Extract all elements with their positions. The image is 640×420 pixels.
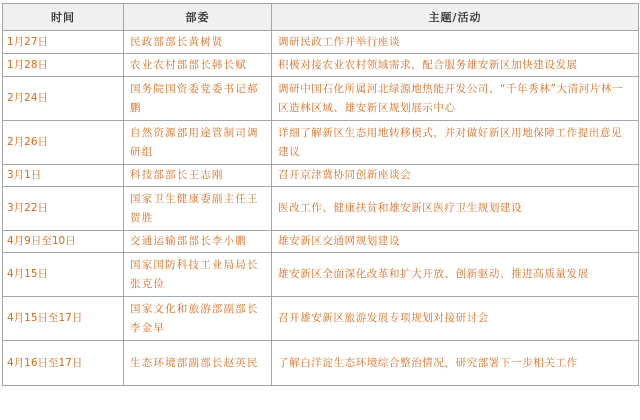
cell-department: 自然资源部用途管制司调研组 [124, 121, 272, 165]
cell-department: 民政部部长黄树贤 [124, 31, 272, 54]
cell-topic: 调研民政工作并举行座谈 [272, 31, 639, 54]
cell-topic: 雄安新区交通网规划建设 [272, 231, 639, 253]
cell-date: 3月22日 [3, 187, 124, 231]
table-row [3, 253, 639, 297]
cell-department: 国家卫生健康委副主任王贺胜 [124, 187, 272, 231]
table-row [3, 165, 639, 187]
cell-department: 国务院国资委党委书记郝鹏 [124, 77, 272, 121]
table-row [3, 341, 639, 386]
table-row [3, 121, 639, 165]
cell-department: 国家国防科技工业局局长张克俭 [124, 253, 272, 297]
table-row [3, 77, 639, 121]
cell-department: 交通运输部部长李小鹏 [124, 231, 272, 253]
cell-date: 4月16日至17日 [3, 341, 124, 386]
table-row [3, 187, 639, 231]
cell-topic: 了解白洋淀生态环境综合整治情况，研究部署下一步相关工作 [272, 341, 639, 386]
cell-topic: 医改工作、健康扶贫和雄安新区医疗卫生规划建设 [272, 187, 639, 231]
table-row [3, 231, 639, 253]
cell-date: 2月26日 [3, 121, 124, 165]
cell-date: 1月27日 [3, 31, 124, 54]
cell-topic: 调研中国石化所属河北绿源地热能开发公司、“千年秀林”大清河片林一区造林区域、雄安新区规划展示中心 [272, 77, 639, 121]
cell-date: 4月15日至17日 [3, 297, 124, 341]
cell-topic: 积极对接农业农村领域需求，配合服务雄安新区加快建设发展 [272, 54, 639, 77]
cell-department: 国家文化和旅游部副部长李金早 [124, 297, 272, 341]
table-header [3, 4, 639, 31]
cell-date: 4月15日 [3, 253, 124, 297]
cell-date: 4月9日至10日 [3, 231, 124, 253]
cell-topic: 召开雄安新区旅游发展专项规划对接研讨会 [272, 297, 639, 341]
table-row [3, 31, 639, 54]
header-department: 部委 [124, 4, 272, 31]
table-row [3, 297, 639, 341]
header-topic: 主题/活动 [272, 4, 639, 31]
cell-date: 1月28日 [3, 54, 124, 77]
cell-date: 2月24日 [3, 77, 124, 121]
table-body [3, 31, 639, 386]
cell-topic: 雄安新区全面深化改革和扩大开放、创新驱动、推进高质量发展 [272, 253, 639, 297]
cell-topic: 召开京津冀协同创新座谈会 [272, 165, 639, 187]
cell-date: 3月1日 [3, 165, 124, 187]
cell-topic: 详细了解新区生态用地转移模式，并对做好新区用地保障工作提出意见建议 [272, 121, 639, 165]
header-row [3, 4, 639, 31]
cell-department: 科技部部长王志刚 [124, 165, 272, 187]
header-date: 时间 [3, 4, 124, 31]
activity-table [2, 3, 639, 386]
table-row [3, 54, 639, 77]
cell-department: 生态环境部副部长赵英民 [124, 341, 272, 386]
cell-department: 农业农村部部长韩长赋 [124, 54, 272, 77]
